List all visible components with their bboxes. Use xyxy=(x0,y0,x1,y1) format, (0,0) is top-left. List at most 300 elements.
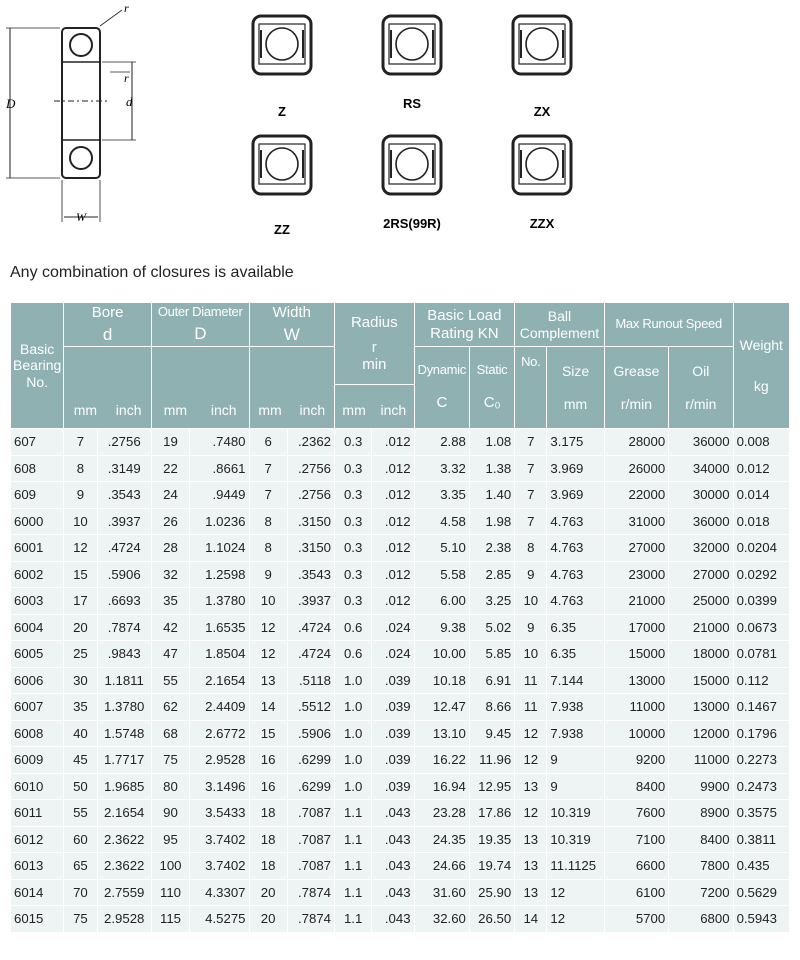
table-cell: 6014 xyxy=(11,879,64,906)
table-row xyxy=(11,879,790,906)
type-label-zx: ZX xyxy=(533,104,551,119)
table-cell: 11000 xyxy=(604,694,668,721)
table-cell: 2.3622 xyxy=(97,826,151,853)
table-cell: 13 xyxy=(515,853,547,880)
table-cell: 17 xyxy=(64,588,97,615)
table-cell: 3.969 xyxy=(547,482,604,509)
table-cell: 0.3 xyxy=(335,535,372,562)
table-cell: 0.3 xyxy=(335,588,372,615)
table-row xyxy=(11,482,790,509)
table-cell: 0.0399 xyxy=(733,588,789,615)
table-cell: 2.85 xyxy=(469,561,514,588)
table-cell: 6011 xyxy=(11,800,64,827)
table-cell: .5512 xyxy=(287,694,334,721)
header-static: Static C₀ xyxy=(469,347,514,429)
table-cell: 3.5433 xyxy=(190,800,249,827)
table-cell: 10.319 xyxy=(547,800,604,827)
table-cell: 10 xyxy=(64,508,97,535)
table-cell: 6.35 xyxy=(547,641,604,668)
table-cell: 0.3575 xyxy=(733,800,789,827)
table-cell: 0.5629 xyxy=(733,879,789,906)
table-cell: 6600 xyxy=(604,853,668,880)
table-cell: .2756 xyxy=(287,482,334,509)
table-cell: .024 xyxy=(372,641,414,668)
table-cell: 2.38 xyxy=(469,535,514,562)
table-cell: 0.3 xyxy=(335,482,372,509)
table-cell: .7087 xyxy=(287,826,334,853)
table-cell: 15000 xyxy=(669,667,733,694)
table-cell: 13000 xyxy=(669,694,733,721)
table-cell: 1.0 xyxy=(335,694,372,721)
table-cell: 80 xyxy=(151,773,189,800)
table-cell: 1.1 xyxy=(335,906,372,933)
table-cell: 0.0781 xyxy=(733,641,789,668)
table-cell: 21000 xyxy=(669,614,733,641)
table-cell: .7087 xyxy=(287,800,334,827)
table-cell: 12.95 xyxy=(469,773,514,800)
table-cell: 40 xyxy=(64,720,97,747)
table-cell: 2.9528 xyxy=(97,906,151,933)
header-width-units: mm inch xyxy=(249,347,335,429)
table-cell: 6010 xyxy=(11,773,64,800)
table-cell: 2.4409 xyxy=(190,694,249,721)
table-cell: .2756 xyxy=(287,455,334,482)
table-cell: 35 xyxy=(151,588,189,615)
table-cell: 0.018 xyxy=(733,508,789,535)
table-cell: 6015 xyxy=(11,906,64,933)
table-cell: 10000 xyxy=(604,720,668,747)
table-cell: 62 xyxy=(151,694,189,721)
table-cell: .043 xyxy=(372,853,414,880)
bearing-rows xyxy=(11,429,790,933)
table-cell: 8 xyxy=(249,535,287,562)
table-cell: 8400 xyxy=(604,773,668,800)
table-cell: 13 xyxy=(515,879,547,906)
table-cell: 14 xyxy=(249,694,287,721)
table-cell: .012 xyxy=(372,508,414,535)
table-cell: .6299 xyxy=(287,773,334,800)
table-cell: 9.38 xyxy=(414,614,469,641)
table-cell: 3.25 xyxy=(469,588,514,615)
table-cell: 6004 xyxy=(11,614,64,641)
table-cell: 9 xyxy=(515,614,547,641)
table-cell: 7800 xyxy=(669,853,733,880)
table-cell: 25 xyxy=(64,641,97,668)
table-cell: 1.40 xyxy=(469,482,514,509)
table-row xyxy=(11,800,790,827)
table-cell: 1.3780 xyxy=(190,588,249,615)
table-cell: 6003 xyxy=(11,588,64,615)
table-cell: 10 xyxy=(249,588,287,615)
table-cell: 115 xyxy=(151,906,189,933)
table-cell: .4724 xyxy=(97,535,151,562)
table-cell: 19 xyxy=(151,429,189,456)
header-outer-diameter: Outer Diameter D xyxy=(151,303,249,347)
table-cell: .7874 xyxy=(97,614,151,641)
table-cell: 0.0292 xyxy=(733,561,789,588)
table-cell: 3.1496 xyxy=(190,773,249,800)
table-cell: 35 xyxy=(64,694,97,721)
table-cell: 0.112 xyxy=(733,667,789,694)
table-cell: 8.66 xyxy=(469,694,514,721)
table-cell: 607 xyxy=(11,429,64,456)
table-cell: 10.18 xyxy=(414,667,469,694)
table-cell: 75 xyxy=(64,906,97,933)
table-cell: .039 xyxy=(372,747,414,774)
table-cell: .5906 xyxy=(287,720,334,747)
table-cell: 14 xyxy=(515,906,547,933)
table-cell: .012 xyxy=(372,455,414,482)
table-row xyxy=(11,747,790,774)
table-cell: 4.763 xyxy=(547,508,604,535)
table-row xyxy=(11,906,790,933)
table-cell: 4.5275 xyxy=(190,906,249,933)
table-cell: 0.012 xyxy=(733,455,789,482)
type-label-z: Z xyxy=(278,104,286,119)
type-label-zzx: ZZX xyxy=(529,216,555,231)
table-cell: .039 xyxy=(372,667,414,694)
table-cell: 2.1654 xyxy=(190,667,249,694)
table-cell: 6001 xyxy=(11,535,64,562)
table-cell: .043 xyxy=(372,879,414,906)
table-cell: 34000 xyxy=(669,455,733,482)
table-cell: .3149 xyxy=(97,455,151,482)
table-cell: .3937 xyxy=(97,508,151,535)
table-cell: 50 xyxy=(64,773,97,800)
table-cell: 13 xyxy=(515,826,547,853)
table-cell: 1.1 xyxy=(335,879,372,906)
table-cell: 4.763 xyxy=(547,535,604,562)
table-cell: 32 xyxy=(151,561,189,588)
table-row xyxy=(11,667,790,694)
table-cell: .024 xyxy=(372,614,414,641)
table-cell: 9 xyxy=(515,561,547,588)
table-cell: .4724 xyxy=(287,641,334,668)
d-label: d xyxy=(126,94,133,109)
table-cell: 10.319 xyxy=(547,826,604,853)
table-cell: 1.1811 xyxy=(97,667,151,694)
table-cell: .8661 xyxy=(190,455,249,482)
bearing-diagrams xyxy=(0,0,800,250)
table-cell: .012 xyxy=(372,429,414,456)
table-cell: 3.7402 xyxy=(190,853,249,880)
table-cell: 6002 xyxy=(11,561,64,588)
header-bore: Bore d xyxy=(64,303,152,347)
table-cell: 0.1467 xyxy=(733,694,789,721)
table-row xyxy=(11,694,790,721)
table-cell: .7874 xyxy=(287,906,334,933)
table-cell: 1.0 xyxy=(335,720,372,747)
table-cell: .5118 xyxy=(287,667,334,694)
table-cell: 28 xyxy=(151,535,189,562)
header-oil: Oil r/min xyxy=(669,347,733,429)
table-cell: 12 xyxy=(515,720,547,747)
table-cell: 1.7717 xyxy=(97,747,151,774)
table-cell: 6000 xyxy=(11,508,64,535)
table-cell: 6100 xyxy=(604,879,668,906)
table-cell: 5700 xyxy=(604,906,668,933)
closures-caption: Any combination of closures is available xyxy=(10,264,294,281)
table-cell: 12 xyxy=(515,800,547,827)
table-cell: 12 xyxy=(64,535,97,562)
table-cell: 32.60 xyxy=(414,906,469,933)
table-cell: 70 xyxy=(64,879,97,906)
table-cell: 0.5943 xyxy=(733,906,789,933)
table-cell: 7 xyxy=(515,508,547,535)
table-cell: 23.28 xyxy=(414,800,469,827)
table-cell: .012 xyxy=(372,588,414,615)
bearing-type-z xyxy=(253,16,311,119)
table-cell: .3150 xyxy=(287,535,334,562)
type-label-rs: RS xyxy=(402,96,422,111)
table-cell: 12 xyxy=(515,747,547,774)
table-cell: 4.3307 xyxy=(190,879,249,906)
table-cell: 7.144 xyxy=(547,667,604,694)
table-cell: 47 xyxy=(151,641,189,668)
table-cell: 11 xyxy=(515,667,547,694)
table-cell: 0.1796 xyxy=(733,720,789,747)
table-cell: .039 xyxy=(372,773,414,800)
table-cell: 9.45 xyxy=(469,720,514,747)
table-cell: 8 xyxy=(64,455,97,482)
table-cell: 24.35 xyxy=(414,826,469,853)
table-cell: .4724 xyxy=(287,614,334,641)
header-bore-units: mm inch xyxy=(64,347,152,429)
table-cell: 2.88 xyxy=(414,429,469,456)
table-cell: 5.10 xyxy=(414,535,469,562)
table-cell: 65 xyxy=(64,853,97,880)
table-cell: 15 xyxy=(249,720,287,747)
r-side-label: r xyxy=(124,71,129,85)
table-cell: 20 xyxy=(249,906,287,933)
table-cell: 0.0673 xyxy=(733,614,789,641)
table-cell: .9843 xyxy=(97,641,151,668)
table-cell: .3543 xyxy=(97,482,151,509)
table-cell: 16 xyxy=(249,747,287,774)
table-cell: .043 xyxy=(372,826,414,853)
table-cell: 0.3811 xyxy=(733,826,789,853)
table-cell: 6009 xyxy=(11,747,64,774)
table-row xyxy=(11,720,790,747)
table-cell: 1.8504 xyxy=(190,641,249,668)
table-cell: 100 xyxy=(151,853,189,880)
bearing-type-zzx xyxy=(513,136,571,231)
table-cell: 0.2473 xyxy=(733,773,789,800)
type-label-zz: ZZ xyxy=(274,222,290,237)
table-cell: 3.175 xyxy=(547,429,604,456)
table-cell: 1.0 xyxy=(335,747,372,774)
table-cell: 0.0204 xyxy=(733,535,789,562)
table-cell: 7 xyxy=(515,429,547,456)
table-cell: 45 xyxy=(64,747,97,774)
table-cell: 0.6 xyxy=(335,614,372,641)
D-label: D xyxy=(6,96,16,111)
table-cell: 19.35 xyxy=(469,826,514,853)
W-label: W xyxy=(76,210,86,224)
table-cell: 7600 xyxy=(604,800,668,827)
header-outer-units: mm inch xyxy=(151,347,249,429)
bearing-type-rs xyxy=(383,16,441,111)
table-cell: 1.0236 xyxy=(190,508,249,535)
table-cell: .043 xyxy=(372,906,414,933)
table-cell: 19.74 xyxy=(469,853,514,880)
table-cell: 4.763 xyxy=(547,561,604,588)
table-cell: 55 xyxy=(64,800,97,827)
table-cell: 0.3 xyxy=(335,429,372,456)
table-cell: 36000 xyxy=(669,508,733,535)
table-cell: 11 xyxy=(515,694,547,721)
header-basic-bearing: Basic Bearing No. xyxy=(11,303,64,429)
table-cell: 13 xyxy=(249,667,287,694)
table-cell: 10.00 xyxy=(414,641,469,668)
table-cell: 1.98 xyxy=(469,508,514,535)
table-cell: .3543 xyxy=(287,561,334,588)
table-cell: 7 xyxy=(515,455,547,482)
table-cell: 9900 xyxy=(669,773,733,800)
table-cell: 608 xyxy=(11,455,64,482)
table-cell: .039 xyxy=(372,720,414,747)
table-cell: 31.60 xyxy=(414,879,469,906)
table-cell: 23000 xyxy=(604,561,668,588)
table-cell: 11000 xyxy=(669,747,733,774)
table-cell: 0.008 xyxy=(733,429,789,456)
table-cell: 1.1 xyxy=(335,800,372,827)
table-cell: 1.9685 xyxy=(97,773,151,800)
table-cell: 16.94 xyxy=(414,773,469,800)
table-cell: 18000 xyxy=(669,641,733,668)
table-cell: 3.969 xyxy=(547,455,604,482)
table-cell: 12 xyxy=(249,614,287,641)
table-cell: 7.938 xyxy=(547,720,604,747)
table-cell: 0.3 xyxy=(335,561,372,588)
table-cell: 0.3 xyxy=(335,508,372,535)
table-cell: 2.6772 xyxy=(190,720,249,747)
table-cell: 42 xyxy=(151,614,189,641)
table-cell: 26.50 xyxy=(469,906,514,933)
table-cell: 7 xyxy=(515,482,547,509)
table-cell: .6693 xyxy=(97,588,151,615)
table-cell: .012 xyxy=(372,561,414,588)
table-cell: 2.9528 xyxy=(190,747,249,774)
table-row xyxy=(11,455,790,482)
table-cell: .039 xyxy=(372,694,414,721)
table-cell: 8 xyxy=(249,508,287,535)
table-cell: 68 xyxy=(151,720,189,747)
table-cell: 8 xyxy=(515,535,547,562)
table-cell: 2.7559 xyxy=(97,879,151,906)
table-row xyxy=(11,826,790,853)
table-cell: 9 xyxy=(249,561,287,588)
table-cell: 1.1 xyxy=(335,826,372,853)
table-row xyxy=(11,853,790,880)
table-cell: 6008 xyxy=(11,720,64,747)
table-cell: .5906 xyxy=(97,561,151,588)
table-cell: 9 xyxy=(547,773,604,800)
table-cell: 12 xyxy=(249,641,287,668)
table-row xyxy=(11,614,790,641)
table-cell: 8400 xyxy=(669,826,733,853)
table-cell: 12 xyxy=(547,879,604,906)
cross-section-diagram xyxy=(5,1,136,224)
table-cell: 1.2598 xyxy=(190,561,249,588)
table-cell: .3150 xyxy=(287,508,334,535)
table-row xyxy=(11,508,790,535)
table-cell: .7480 xyxy=(190,429,249,456)
table-cell: 32000 xyxy=(669,535,733,562)
table-cell: 7 xyxy=(64,429,97,456)
table-cell: 18 xyxy=(249,826,287,853)
table-cell: 0.3 xyxy=(335,455,372,482)
header-ball-size: Size mm xyxy=(547,347,604,429)
table-cell: 30 xyxy=(64,667,97,694)
table-cell: 20 xyxy=(249,879,287,906)
table-cell: 26000 xyxy=(604,455,668,482)
table-cell: 3.32 xyxy=(414,455,469,482)
table-cell: 1.5748 xyxy=(97,720,151,747)
table-cell: 3.7402 xyxy=(190,826,249,853)
table-row xyxy=(11,535,790,562)
table-cell: 13000 xyxy=(604,667,668,694)
table-cell: 24 xyxy=(151,482,189,509)
header-radius: Radius r min xyxy=(335,303,415,385)
table-cell: 1.08 xyxy=(469,429,514,456)
table-cell: 1.38 xyxy=(469,455,514,482)
table-cell: 31000 xyxy=(604,508,668,535)
table-cell: 1.0 xyxy=(335,667,372,694)
table-cell: 13.10 xyxy=(414,720,469,747)
table-cell: .2362 xyxy=(287,429,334,456)
table-row xyxy=(11,588,790,615)
table-cell: 0.6 xyxy=(335,641,372,668)
table-cell: .7087 xyxy=(287,853,334,880)
table-cell: 4.763 xyxy=(547,588,604,615)
table-cell: 9200 xyxy=(604,747,668,774)
header-max-runout-speed: Max Runout Speed xyxy=(604,303,733,347)
table-cell: 5.02 xyxy=(469,614,514,641)
table-cell: 5.85 xyxy=(469,641,514,668)
table-cell: 9 xyxy=(64,482,97,509)
table-cell: .6299 xyxy=(287,747,334,774)
table-cell: 36000 xyxy=(669,429,733,456)
table-row xyxy=(11,641,790,668)
table-cell: 25.90 xyxy=(469,879,514,906)
table-cell: 7.938 xyxy=(547,694,604,721)
table-cell: 4.58 xyxy=(414,508,469,535)
table-cell: 22 xyxy=(151,455,189,482)
table-cell: 6005 xyxy=(11,641,64,668)
table-cell: 11.1125 xyxy=(547,853,604,880)
type-label-2rs: 2RS(99R) xyxy=(383,216,441,231)
table-cell: 6012 xyxy=(11,826,64,853)
bearing-spec-table xyxy=(10,302,790,933)
table-cell: 13 xyxy=(515,773,547,800)
table-cell: 20 xyxy=(64,614,97,641)
table-cell: 1.1024 xyxy=(190,535,249,562)
table-cell: .012 xyxy=(372,535,414,562)
table-cell: 10 xyxy=(515,641,547,668)
table-cell: 55 xyxy=(151,667,189,694)
table-cell: 90 xyxy=(151,800,189,827)
table-cell: 15 xyxy=(64,561,97,588)
table-row xyxy=(11,773,790,800)
table-cell: 10 xyxy=(515,588,547,615)
header-basic-load: Basic Load Rating KN xyxy=(414,303,515,347)
table-cell: 1.6535 xyxy=(190,614,249,641)
table-cell: 27000 xyxy=(604,535,668,562)
table-cell: 6013 xyxy=(11,853,64,880)
table-cell: 17.86 xyxy=(469,800,514,827)
table-cell: 11.96 xyxy=(469,747,514,774)
